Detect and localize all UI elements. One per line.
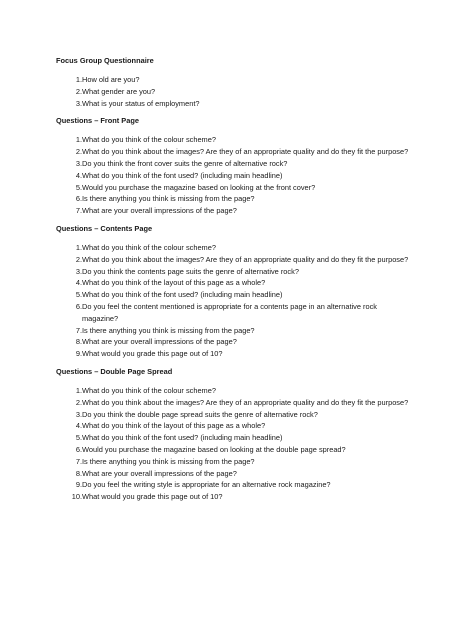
list-number: 7.: [75, 325, 82, 335]
list-item: [56, 134, 413, 146]
list-number-cell: [56, 336, 82, 348]
list-item: [56, 348, 413, 360]
section-questions-front-page: [56, 116, 413, 217]
list-text: What do you think of the font used? (including main headline): [82, 170, 283, 180]
section-heading: Questions – Front Page: [56, 116, 139, 126]
question-list: [56, 74, 413, 109]
list-number-cell: [56, 74, 82, 86]
list-number: 10.: [71, 492, 82, 502]
list-number: 6.: [75, 444, 82, 454]
list-item: [56, 397, 413, 409]
list-item: [56, 193, 413, 205]
list-item: [56, 158, 413, 170]
list-item: [56, 491, 413, 503]
list-number: 6.: [75, 194, 82, 204]
list-item: [56, 432, 413, 444]
list-number-cell: [56, 432, 82, 444]
list-number-cell: [56, 146, 82, 158]
list-number: 2.: [75, 86, 82, 96]
list-number-cell: [56, 456, 82, 468]
list-number-cell: [56, 444, 82, 456]
list-text: What are your overall impressions of the page?: [82, 337, 237, 347]
list-item: [56, 242, 413, 254]
list-number-cell: [56, 289, 82, 301]
list-number-cell: [56, 479, 82, 491]
list-number-cell: [56, 254, 82, 266]
list-item: [56, 86, 413, 98]
list-number: 7.: [75, 456, 82, 466]
list-number-cell: [56, 301, 82, 325]
list-item: [56, 409, 413, 421]
list-text: What gender are you?: [82, 86, 156, 96]
list-text: What do you think of the layout of this page as a whole?: [82, 421, 266, 431]
list-text: What is your status of employment?: [82, 98, 200, 108]
list-item: [56, 266, 413, 278]
list-number-cell: [56, 242, 82, 254]
list-number-cell: [56, 266, 82, 278]
list-number-cell: [56, 277, 82, 289]
list-text: What do you think about the images? Are they of an appropriate quality and do they fit the purpose?: [82, 397, 409, 407]
list-item: [56, 301, 413, 325]
list-number-cell: [56, 420, 82, 432]
list-number-cell: [56, 205, 82, 217]
section-heading: Focus Group Questionnaire: [56, 56, 154, 65]
list-text: Would you purchase the magazine based on looking at the front cover?: [82, 182, 316, 192]
list-number-cell: [56, 193, 82, 205]
list-text: What do you think of the layout of this page as a whole?: [82, 278, 266, 288]
list-item: [56, 420, 413, 432]
section-questions-double-page-spread: [56, 367, 413, 503]
list-text: What do you think about the images? Are they of an appropriate quality and do they fit the purpose?: [82, 147, 409, 157]
list-text: Do you think the double page spread suits the genre of alternative rock?: [82, 409, 318, 419]
list-item: [56, 74, 413, 86]
list-text: Do you feel the writing style is appropriate for an alternative rock magazine?: [82, 480, 331, 490]
list-number: 6.: [75, 301, 82, 311]
list-number-cell: [56, 182, 82, 194]
list-number: 5.: [75, 290, 82, 300]
list-number: 4.: [75, 278, 82, 288]
list-item: [56, 456, 413, 468]
list-item: [56, 289, 413, 301]
list-text: What do you think about the images? Are they of an appropriate quality and do they fit the purpose?: [82, 254, 409, 264]
list-number-cell: [56, 348, 82, 360]
list-text: What do you think of the font used? (including main headline): [82, 433, 283, 443]
list-text: Would you purchase the magazine based on looking at the double page spread?: [82, 444, 346, 454]
list-number: 2.: [75, 254, 82, 264]
list-number: 8.: [75, 468, 82, 478]
list-text: Is there anything you think is missing from the page?: [82, 194, 255, 204]
list-number: 3.: [75, 158, 82, 168]
list-number: 3.: [75, 409, 82, 419]
list-number-cell: [56, 468, 82, 480]
question-list: [56, 385, 413, 503]
list-number: 1.: [75, 242, 82, 252]
list-text: What are your overall impressions of the page?: [82, 206, 237, 216]
list-text: Is there anything you think is missing from the page?: [82, 325, 255, 335]
list-number-cell: [56, 86, 82, 98]
list-item: [56, 205, 413, 217]
list-number-cell: [56, 491, 82, 503]
question-list: [56, 242, 413, 360]
list-number: 9.: [75, 349, 82, 359]
list-number: 3.: [75, 98, 82, 108]
list-number: 8.: [75, 337, 82, 347]
list-text: Is there anything you think is missing from the page?: [82, 456, 255, 466]
list-item: [56, 146, 413, 158]
list-number: 4.: [75, 421, 82, 431]
question-list: [56, 134, 413, 217]
list-text: What would you grade this page out of 10?: [82, 492, 223, 502]
list-text: What do you think of the colour scheme?: [82, 242, 216, 252]
section-questions-contents-page: [56, 224, 413, 360]
list-text: Do you think the front cover suits the genre of alternative rock?: [82, 158, 288, 168]
list-text: What would you grade this page out of 10?: [82, 349, 223, 359]
list-text: What do you think of the colour scheme?: [82, 135, 216, 145]
list-item: [56, 325, 413, 337]
list-item: [56, 444, 413, 456]
list-number: 4.: [75, 170, 82, 180]
list-number-cell: [56, 385, 82, 397]
list-number-cell: [56, 98, 82, 110]
list-number-cell: [56, 397, 82, 409]
list-number-cell: [56, 158, 82, 170]
list-number: 5.: [75, 182, 82, 192]
list-text: Do you feel the content mentioned is appropriate for a contents page in an alternative rock magazine?: [82, 301, 377, 323]
list-number: 2.: [75, 397, 82, 407]
list-item: [56, 98, 413, 110]
list-item: [56, 336, 413, 348]
list-number-cell: [56, 325, 82, 337]
list-number: 9.: [75, 480, 82, 490]
section-heading: Questions – Contents Page: [56, 223, 153, 233]
section-focus-group-questionnaire: [56, 56, 413, 109]
section-heading: Questions – Double Page Spread: [56, 366, 173, 376]
list-text: Do you think the contents page suits the genre of alternative rock?: [82, 266, 299, 276]
list-number: 1.: [75, 385, 82, 395]
list-number: 2.: [75, 147, 82, 157]
list-item: [56, 479, 413, 491]
list-number-cell: [56, 134, 82, 146]
list-number: 1.: [75, 75, 82, 84]
list-text: What do you think of the colour scheme?: [82, 385, 216, 395]
list-number-cell: [56, 170, 82, 182]
list-item: [56, 385, 413, 397]
list-item: [56, 277, 413, 289]
list-number-cell: [56, 409, 82, 421]
list-number: 3.: [75, 266, 82, 276]
list-item: [56, 468, 413, 480]
list-text: What are your overall impressions of the page?: [82, 468, 237, 478]
list-number: 1.: [75, 135, 82, 145]
list-item: [56, 170, 413, 182]
list-item: [56, 182, 413, 194]
list-text: How old are you?: [82, 75, 140, 84]
list-text: What do you think of the font used? (including main headline): [82, 290, 283, 300]
list-number: 5.: [75, 433, 82, 443]
list-item: [56, 254, 413, 266]
list-number: 7.: [75, 206, 82, 216]
